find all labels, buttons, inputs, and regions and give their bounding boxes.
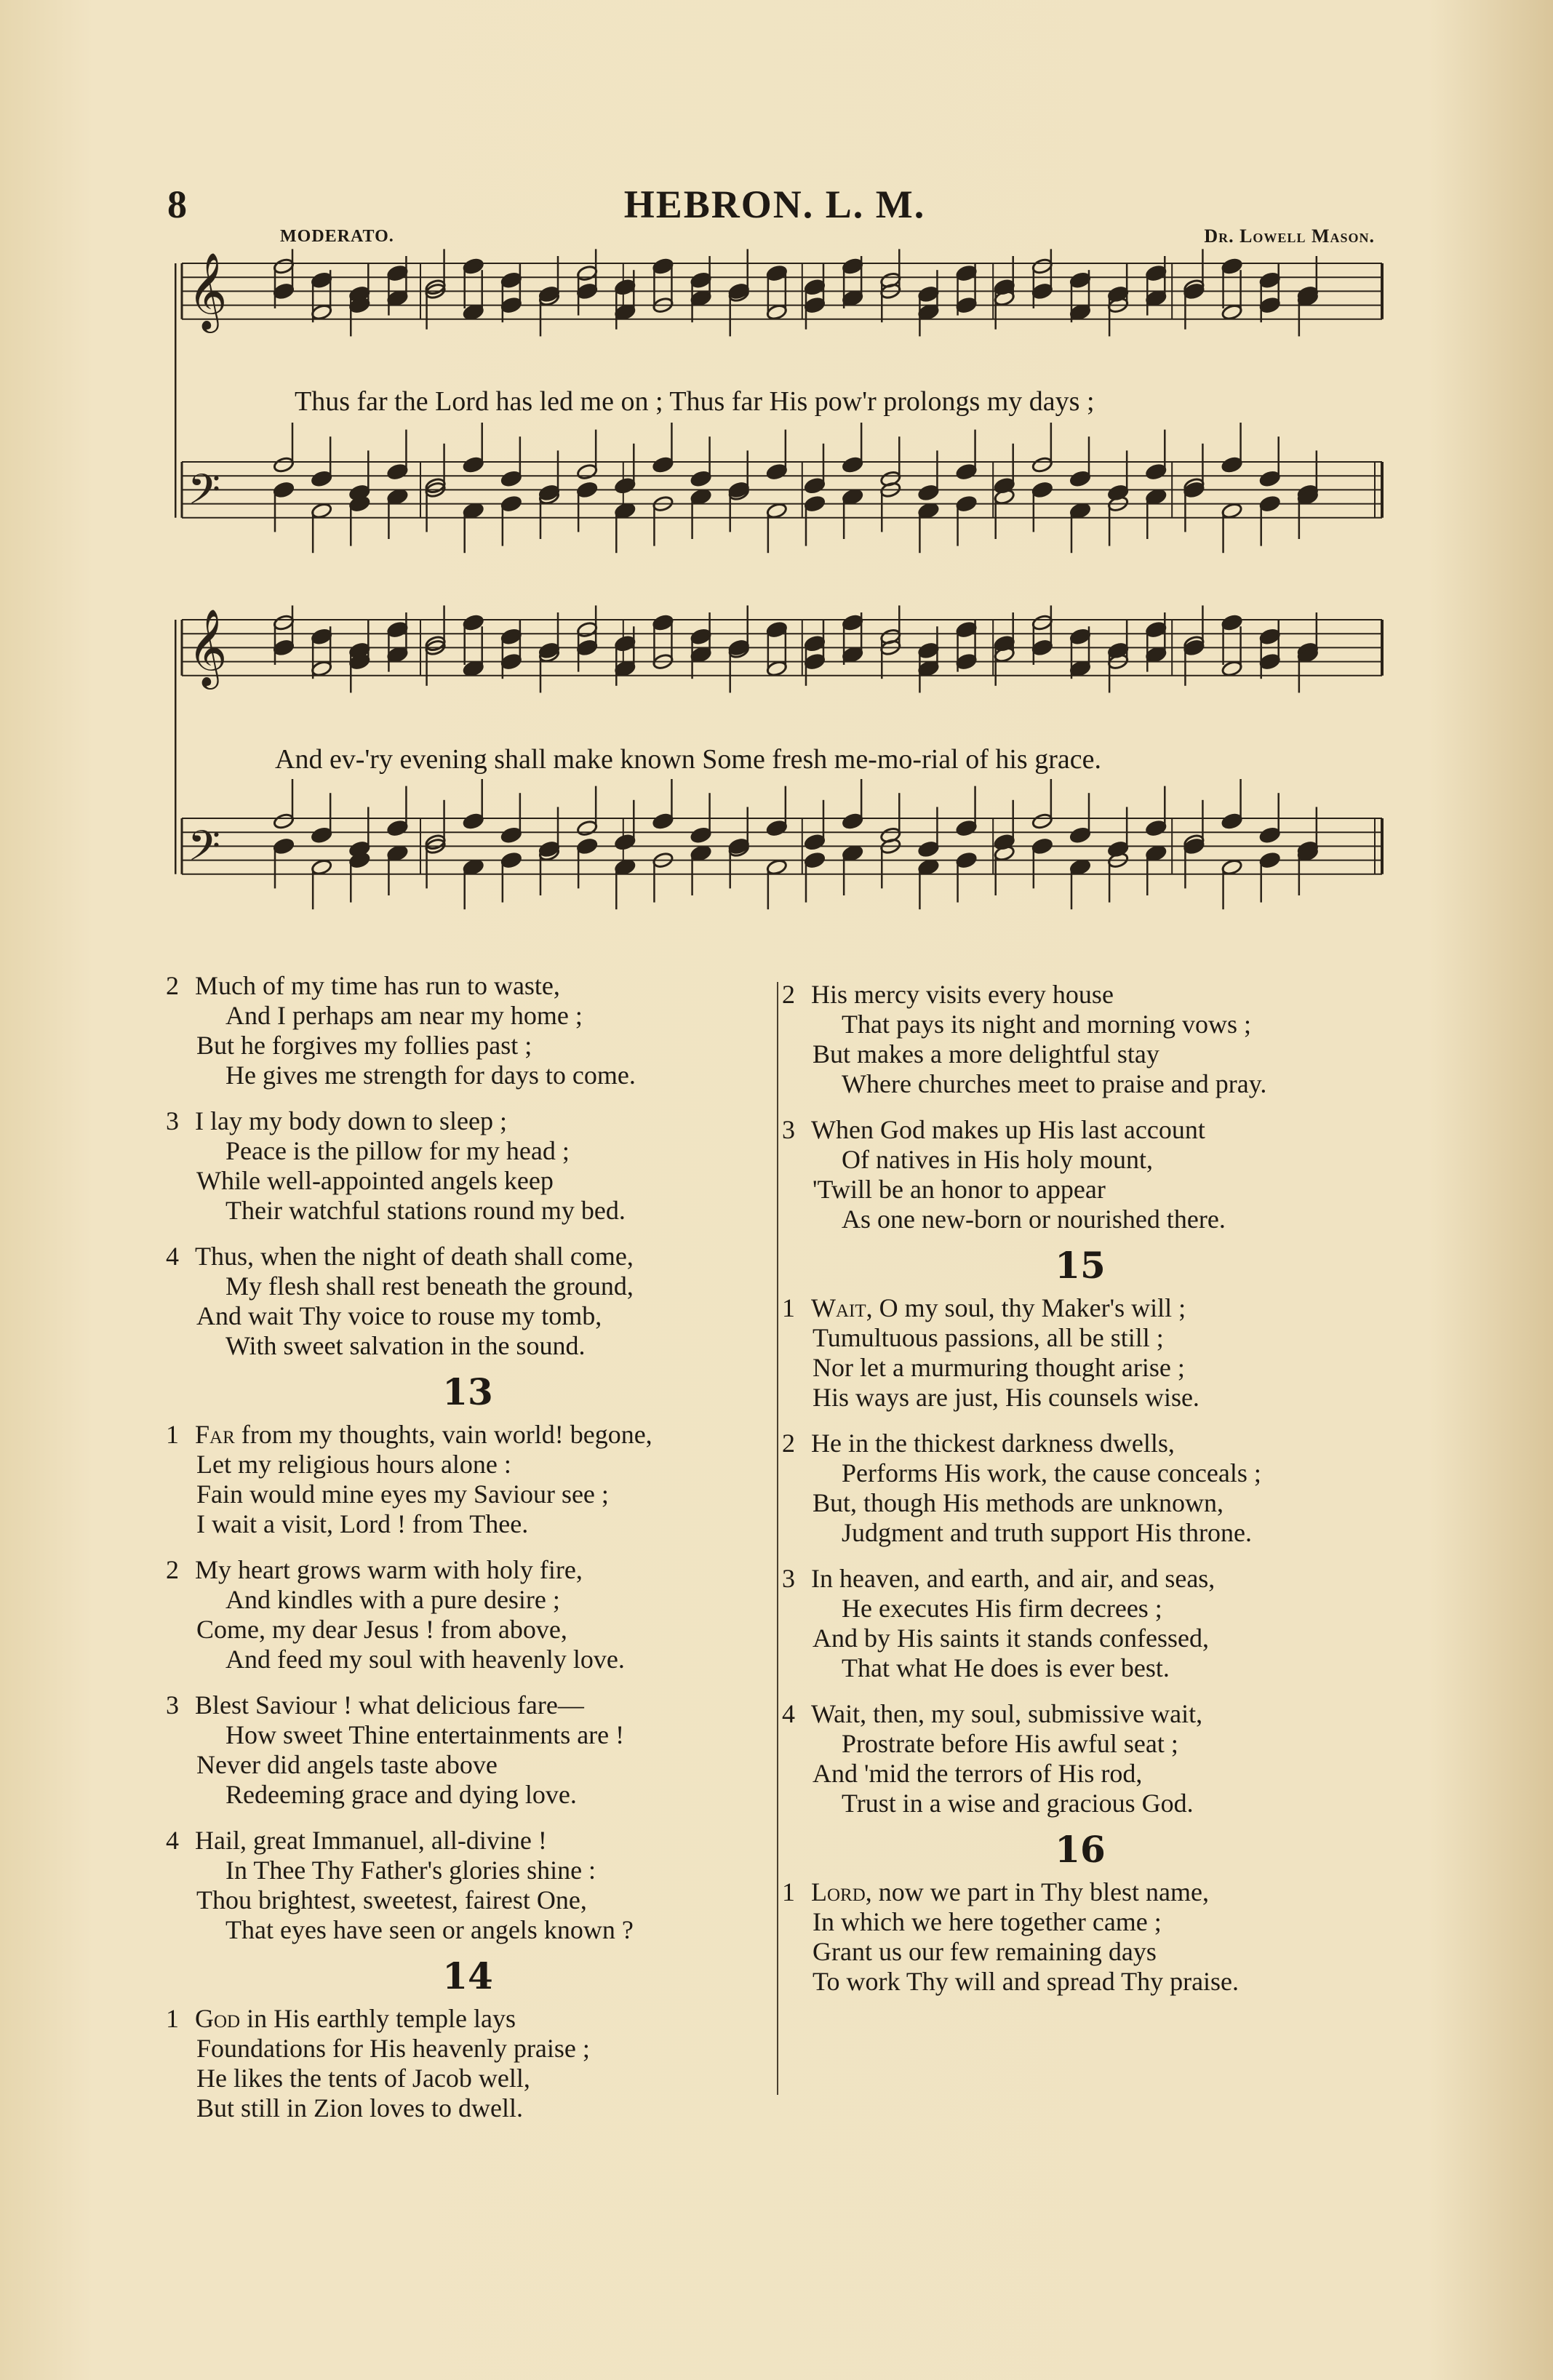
note-head (1145, 463, 1167, 481)
note-head (1031, 456, 1053, 474)
note-head (804, 852, 826, 869)
note-head (1221, 456, 1243, 474)
verse-line: And wait Thy voice to rouse my tomb, (196, 1301, 602, 1330)
note-head (917, 642, 939, 659)
verse-line: In which we here together came ; (813, 1907, 1162, 1936)
note-head (311, 858, 332, 876)
stanza-first-line (166, 1690, 770, 1720)
stanza (166, 2004, 770, 2123)
note-head (1069, 502, 1091, 519)
stanza (782, 1115, 1378, 1234)
note-head (576, 463, 598, 481)
note-head (1031, 837, 1053, 855)
note-head (956, 297, 978, 314)
note-head (1069, 660, 1091, 677)
stanza (782, 1293, 1378, 1413)
stanza (782, 1699, 1378, 1818)
note-head (1031, 614, 1053, 631)
stanza-first-line (782, 1293, 1378, 1323)
verse-line: Never did angels taste above (196, 1750, 498, 1779)
line-text: Much of my time has run to waste, (195, 971, 560, 1000)
note-head (311, 502, 332, 519)
verse-line: And kindles with a pure desire ; (225, 1585, 560, 1614)
note-head (311, 303, 332, 321)
note-head (311, 271, 332, 289)
stanza-number: 1 (782, 1877, 795, 1906)
line-text: now we part in Thy blest name, (871, 1877, 1210, 1906)
note-head (1031, 282, 1053, 300)
note-head (917, 660, 939, 677)
line-text: Hail, great Immanuel, all-divine ! (195, 1826, 547, 1855)
verse-line: How sweet Thine entertainments are ! (225, 1720, 625, 1749)
stanza-first-line (166, 1420, 770, 1450)
note-head (500, 297, 522, 314)
note-head (463, 456, 484, 474)
note-head (500, 628, 522, 645)
verse-line: But still in Zion loves to dwell. (196, 2093, 523, 2123)
stanza-first-line (166, 1242, 770, 1271)
note-head (766, 820, 788, 837)
note-head (1259, 495, 1281, 513)
note-head (1069, 628, 1091, 645)
lyrics-line-2: And ev-'ry evening shall make known Some fresh me-mo-rial of his grace. (275, 744, 1101, 775)
line-text: I lay my body down to sleep ; (195, 1106, 507, 1135)
note-head (614, 303, 636, 321)
note-head (273, 257, 295, 275)
note-head (766, 303, 788, 321)
stanza-first-line (782, 1699, 1378, 1729)
note-head (500, 852, 522, 869)
note-head (1145, 621, 1167, 639)
verse-line: Foundations for His heavenly praise ; (196, 2034, 590, 2063)
note-head (956, 653, 978, 671)
stanza (166, 1690, 770, 1810)
note-head (386, 646, 408, 663)
composer-credit: Dr. Lowell Mason. (1204, 225, 1375, 247)
stanza-number: 2 (166, 1555, 179, 1584)
stanza (782, 1564, 1378, 1683)
note-head (652, 812, 674, 830)
verse-line: I wait a visit, Lord ! from Thee. (196, 1509, 529, 1538)
note-head (804, 653, 826, 671)
verse-line: Grant us our few remaining days (813, 1937, 1157, 1966)
note-head (652, 456, 674, 474)
note-head (386, 488, 408, 506)
note-head (1069, 470, 1091, 487)
note-head (1031, 257, 1053, 275)
stanza-first-line (782, 1115, 1378, 1145)
note-head (273, 639, 295, 656)
note-head (652, 614, 674, 631)
note-head (386, 621, 408, 639)
note-head (1221, 812, 1243, 830)
note-head (842, 456, 863, 474)
note-head (766, 858, 788, 876)
note-head (1221, 858, 1243, 876)
verse-line: As one new-born or nourished there. (842, 1205, 1226, 1234)
note-head (500, 826, 522, 844)
hymn-number: 15 (1055, 1244, 1106, 1287)
note-head (690, 470, 712, 487)
column-divider (777, 982, 778, 2095)
verse-line: And feed my soul with heavenly love. (225, 1645, 625, 1674)
opening-word: Wait, (811, 1293, 873, 1322)
note-head (1221, 257, 1243, 275)
note-head (273, 481, 295, 498)
note-head (1221, 502, 1243, 519)
note-head (690, 646, 712, 663)
note-head (614, 477, 636, 495)
stanza (166, 1106, 770, 1226)
bass-clef-icon: 𝄢 (188, 820, 221, 881)
verse-line: While well-appointed angels keep (196, 1166, 554, 1195)
note-head (690, 289, 712, 307)
note-head (463, 660, 484, 677)
note-head (614, 635, 636, 652)
line-text: He in the thickest darkness dwells, (811, 1429, 1175, 1458)
note-head (804, 297, 826, 314)
note-head (804, 834, 826, 851)
note-head (842, 646, 863, 663)
note-head (500, 271, 522, 289)
hymn-number: 16 (1055, 1828, 1106, 1871)
note-head (917, 502, 939, 519)
stanza-number: 4 (166, 1242, 179, 1271)
page-header (167, 182, 1382, 233)
stanza-first-line (782, 980, 1378, 1010)
note-head (576, 265, 598, 282)
verse-line: Trust in a wise and gracious God. (842, 1789, 1194, 1818)
stanza-first-line (166, 2004, 770, 2034)
note-head (1221, 660, 1243, 677)
stanza (782, 1877, 1378, 1997)
note-head (842, 289, 863, 307)
note-head (614, 502, 636, 519)
note-head (463, 502, 484, 519)
note-head (576, 481, 598, 498)
note-head (273, 812, 295, 830)
verse-line: Thou brightest, sweetest, fairest One, (196, 1885, 587, 1914)
verse-line: And I perhaps am near my home ; (225, 1001, 583, 1030)
note-head (956, 495, 978, 513)
hymn-number: 14 (442, 1954, 493, 1997)
note-head (1259, 653, 1281, 671)
line-text: O my soul, thy Maker's will ; (872, 1293, 1186, 1322)
stanza-first-line (782, 1429, 1378, 1458)
stanza-first-line (166, 1555, 770, 1585)
note-head (311, 628, 332, 645)
note-head (1259, 470, 1281, 487)
note-head (804, 279, 826, 296)
verse-line: Peace is the pillow for my head ; (225, 1136, 570, 1165)
note-head (1031, 481, 1053, 498)
lyrics-line-1: Thus far the Lord has led me on ; Thus far His pow'r prolongs my days ; (295, 386, 1095, 417)
note-head (1069, 858, 1091, 876)
note-head (576, 639, 598, 656)
note-head (463, 614, 484, 631)
verse-line: Of natives in His holy mount, (842, 1145, 1153, 1174)
stanza (166, 1420, 770, 1539)
stanza-number: 3 (166, 1106, 179, 1135)
note-head (386, 289, 408, 307)
verse-line: With sweet salvation in the sound. (225, 1331, 586, 1360)
note-head (576, 820, 598, 837)
note-head (690, 271, 712, 289)
line-text: Blest Saviour ! what delicious fare— (195, 1690, 584, 1720)
note-head (1221, 614, 1243, 631)
stanza (166, 1826, 770, 1945)
note-head (500, 653, 522, 671)
note-head (766, 621, 788, 639)
note-head (842, 488, 863, 506)
stanza-number: 2 (782, 1429, 795, 1458)
note-head (500, 470, 522, 487)
note-head (463, 812, 484, 830)
note-head (1259, 628, 1281, 645)
note-head (917, 303, 939, 321)
stanza-first-line (166, 971, 770, 1001)
verse-line: Their watchful stations round my bed. (225, 1196, 626, 1225)
tempo-marking: MODERATO. (280, 227, 394, 246)
note-head (766, 265, 788, 282)
page-number: 8 (167, 183, 187, 226)
stanza-number: 4 (166, 1826, 179, 1855)
verse-line: That eyes have seen or angels known ? (225, 1915, 634, 1944)
stanza-number: 4 (782, 1699, 795, 1728)
stanza (166, 1555, 770, 1674)
note-head (614, 858, 636, 876)
note-head (1069, 826, 1091, 844)
note-head (386, 820, 408, 837)
note-head (917, 858, 939, 876)
opening-word: Lord, (811, 1877, 872, 1906)
note-head (690, 628, 712, 645)
note-head (766, 660, 788, 677)
note-head (917, 285, 939, 303)
note-head (576, 837, 598, 855)
note-head (273, 614, 295, 631)
verse-line: That pays its night and morning vows ; (842, 1010, 1251, 1039)
treble-clef-icon: 𝄞 (188, 607, 228, 686)
note-head (917, 840, 939, 858)
stanza-number: 2 (166, 971, 179, 1000)
verse-line: Prostrate before His awful seat ; (842, 1729, 1178, 1758)
note-head (956, 852, 978, 869)
verse-line: Performs His work, the cause conceals ; (842, 1458, 1261, 1488)
note-head (842, 812, 863, 830)
line-text: in His earthly temple lays (240, 2004, 516, 2033)
verse-line: But makes a more delightful stay (813, 1039, 1159, 1069)
stanza-first-line (782, 1877, 1378, 1907)
opening-word: Far (195, 1420, 235, 1449)
verse-line: His ways are just, His counsels wise. (813, 1383, 1199, 1412)
verse-line: My flesh shall rest beneath the ground, (225, 1271, 634, 1301)
note-head (766, 502, 788, 519)
verse-line: And by His saints it stands confessed, (813, 1624, 1209, 1653)
bass-clef-icon: 𝄢 (188, 464, 221, 524)
note-head (1259, 271, 1281, 289)
verse-line: In Thee Thy Father's glories shine : (225, 1856, 596, 1885)
note-head (1145, 488, 1167, 506)
stanza-number: 3 (166, 1690, 179, 1720)
note-head (1145, 646, 1167, 663)
note-head (690, 826, 712, 844)
line-text: His mercy visits every house (811, 980, 1114, 1009)
note-head (576, 282, 598, 300)
verse-line: Come, my dear Jesus ! from above, (196, 1615, 567, 1644)
verse-line: He gives me strength for days to come. (225, 1061, 636, 1090)
note-head (463, 303, 484, 321)
note-head (463, 257, 484, 275)
note-head (386, 265, 408, 282)
stanza-number: 2 (782, 980, 795, 1009)
hymn-number: 13 (442, 1370, 493, 1413)
verse-line: He executes His firm decrees ; (842, 1594, 1162, 1623)
stanza-number: 1 (782, 1293, 795, 1322)
verse-line: And 'mid the terrors of His rod, (813, 1759, 1143, 1788)
verse-line: Let my religious hours alone : (196, 1450, 511, 1479)
note-head (273, 282, 295, 300)
verse-line: Where churches meet to praise and pray. (842, 1069, 1267, 1098)
stanza-number: 3 (782, 1564, 795, 1593)
note-head (614, 279, 636, 296)
note-head (1221, 303, 1243, 321)
note-head (690, 844, 712, 862)
note-head (576, 621, 598, 639)
hymn-tune-title: HEBRON. L. M. (623, 183, 926, 226)
note-head (690, 488, 712, 506)
stanza (166, 971, 770, 1090)
note-head (1259, 297, 1281, 314)
note-head (463, 858, 484, 876)
line-text: Wait, then, my soul, submissive wait, (811, 1699, 1203, 1728)
stanza-number: 3 (782, 1115, 795, 1144)
note-head (956, 265, 978, 282)
note-head (311, 826, 332, 844)
opening-word: God (195, 2004, 241, 2033)
music-score (175, 247, 1397, 975)
note-head (1031, 639, 1053, 656)
note-head (386, 463, 408, 481)
note-head (1145, 265, 1167, 282)
note-head (1069, 303, 1091, 321)
verse-line: But, though His methods are unknown, (813, 1488, 1223, 1517)
note-head (804, 477, 826, 495)
note-head (842, 257, 863, 275)
note-head (956, 621, 978, 639)
stanza-first-line (782, 1564, 1378, 1594)
note-head (1145, 844, 1167, 862)
note-head (1069, 271, 1091, 289)
stanza (166, 1242, 770, 1361)
verse-line: Nor let a murmuring thought arise ; (813, 1353, 1185, 1382)
verse-line: To work Thy will and spread Thy praise. (813, 1967, 1239, 1996)
note-head (1259, 852, 1281, 869)
note-head (917, 484, 939, 501)
note-head (652, 257, 674, 275)
stanza (782, 980, 1378, 1099)
treble-clef-icon: 𝄞 (188, 251, 228, 330)
line-text: My heart grows warm with holy fire, (195, 1555, 583, 1584)
note-head (386, 844, 408, 862)
verse-line: That what He does is ever best. (842, 1653, 1170, 1682)
right-column (782, 980, 1378, 2013)
line-text: Thus, when the night of death shall come, (195, 1242, 634, 1271)
stanza-first-line (166, 1106, 770, 1136)
note-head (842, 844, 863, 862)
note-head (956, 463, 978, 481)
note-head (1145, 820, 1167, 837)
note-head (766, 463, 788, 481)
stanza (782, 1429, 1378, 1548)
note-head (614, 834, 636, 851)
note-head (500, 495, 522, 513)
verse-line: Tumultuous passions, all be still ; (813, 1323, 1164, 1352)
note-head (273, 456, 295, 474)
note-head (614, 660, 636, 677)
left-column (166, 971, 770, 2139)
line-text: from my thoughts, vain world! begone, (234, 1420, 652, 1449)
note-head (804, 495, 826, 513)
note-head (273, 837, 295, 855)
verse-line: 'Twill be an honor to appear (813, 1175, 1106, 1204)
note-head (1259, 826, 1281, 844)
note-head (804, 635, 826, 652)
stanza-first-line (166, 1826, 770, 1856)
stanza-number: 1 (166, 1420, 179, 1449)
line-text: In heaven, and earth, and air, and seas, (811, 1564, 1215, 1593)
verse-line: He likes the tents of Jacob well, (196, 2064, 530, 2093)
note-head (1031, 812, 1053, 830)
stanza-number: 1 (166, 2004, 179, 2033)
verse-line: But he forgives my follies past ; (196, 1031, 532, 1060)
verse-line: Judgment and truth support His throne. (842, 1518, 1252, 1547)
line-text: When God makes up His last account (811, 1115, 1205, 1144)
note-head (1145, 289, 1167, 307)
note-head (311, 660, 332, 677)
verse-line: Fain would mine eyes my Saviour see ; (196, 1479, 609, 1509)
note-head (956, 820, 978, 837)
note-head (842, 614, 863, 631)
note-head (311, 470, 332, 487)
verse-line: Redeeming grace and dying love. (225, 1780, 577, 1809)
